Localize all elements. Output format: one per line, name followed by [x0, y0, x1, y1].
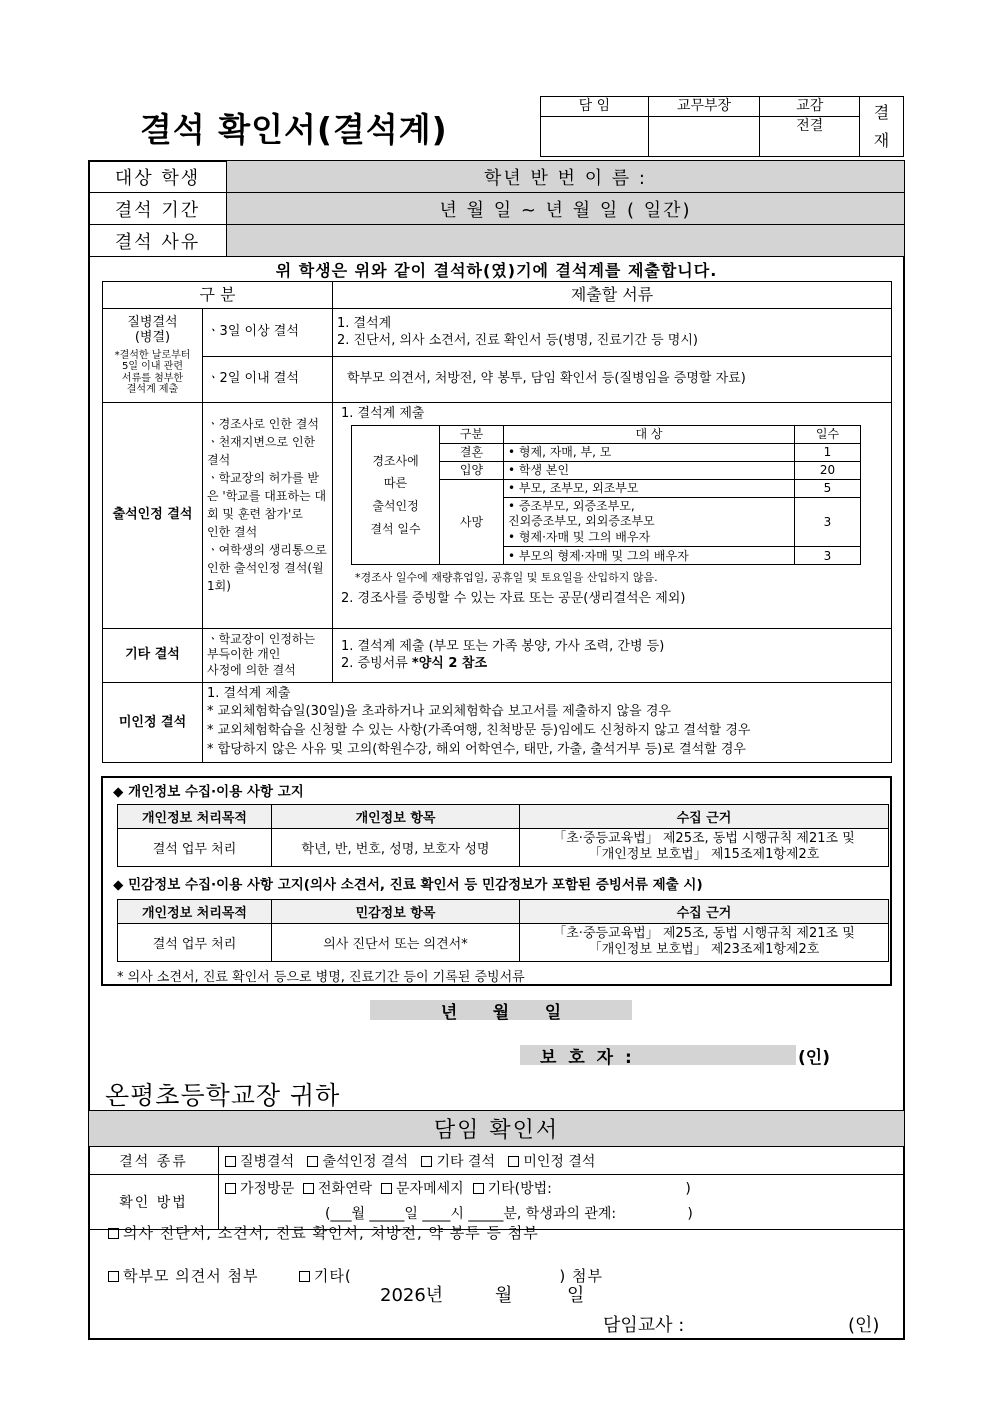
row-days: 5: [795, 480, 861, 498]
approval-affairs-head: 교무부장: [648, 97, 760, 117]
row-days: 1: [795, 444, 861, 462]
attachment-line-1: 의사 진단서, 소견서, 진료 확인서, 처방전, 약 봉투 등 첨부: [108, 1222, 539, 1243]
addressee: 온평초등학교장 귀하: [105, 1081, 341, 1110]
other-category: 기타 결석: [103, 628, 203, 682]
statement: 위 학생은 위와 같이 결석하(였)기에 결석계를 제출합니다.: [275, 261, 718, 280]
teacher-signature-label: 담임교사 :: [603, 1315, 685, 1336]
info-table: [88, 160, 905, 257]
approval-affairs-sign[interactable]: [648, 117, 760, 157]
teacher-seal: (인): [848, 1315, 880, 1336]
teacher-confirmation-table: [88, 1110, 905, 1230]
confirm-month: 월: [495, 1285, 513, 1306]
privacy-th-items: 개인정보 항목: [272, 805, 520, 829]
recognized-category: 출석인정 결석: [103, 402, 203, 628]
attachment-other-checkbox[interactable]: [299, 1271, 310, 1282]
sensitive-purpose: 결석 업무 처리: [118, 923, 272, 961]
reason-value[interactable]: [227, 225, 905, 257]
row-target: • 형제·자매 및 그의 배우자: [504, 529, 795, 547]
privacy-items: 학년, 반, 번호, 성명, 보호자 성명: [272, 829, 520, 867]
approval-homeroom: 담 임: [541, 97, 649, 117]
privacy-notice: [101, 776, 892, 986]
privacy-footnote: * 의사 소견서, 진료 확인서 등으로 병명, 진료기간 등이 기록된 증빙서류: [117, 969, 525, 985]
period-value[interactable]: 년 월 일 ~ 년 월 일 ( 일간): [227, 193, 905, 225]
illness-cond-2: ㆍ2일 이내 결석: [203, 356, 333, 402]
guardian-seal: (인): [798, 1048, 830, 1068]
unrecognized-category: 미인정 결석: [103, 682, 203, 762]
row-days: 20: [795, 462, 861, 480]
method-label: 확인 방법: [89, 1175, 219, 1230]
sensitive-items: 의사 진단서 또는 의견서*: [272, 923, 520, 961]
privacy-table: [117, 804, 889, 867]
other-docs: 1. 결석계 제출 (부모 또는 가족 봉양, 가사 조력, 간병 등) 2. 증빙서류 *양식 2 참조: [333, 628, 892, 682]
recognized-checkbox[interactable]: [307, 1156, 318, 1167]
privacy-heading: ◆ 개인정보 수집·이용 사항 고지: [113, 784, 304, 800]
recognized-conditions: ㆍ경조사로 인한 결석 ㆍ천재지변으로 인한 결석 ㆍ학교장의 허가를 받은 '학교를 대표하는 대회 및 훈련 참가'로 인한 결석 ㆍ여학생의 생리통으로 인한 출석인정 결석(월 1회): [203, 402, 333, 628]
approval-table: [540, 96, 904, 157]
row-target: • 형제, 자매, 부, 모: [504, 444, 795, 462]
period-label: 결석 기간: [89, 193, 227, 225]
privacy-th-purpose: 개인정보 처리목적: [118, 805, 272, 829]
unrecognized-docs: 1. 결석계 제출 * 교외체험학습일(30일)을 초과하거나 교외체험학습 보고서를 제출하지 않을 경우 * 교외체험학습을 신청할 수 있는 사항(가족여행, 친척방문 등)임에도 신청하지 않고 결석할 경우 * 합당하지 않은 사유 및 고의(학원수강, 해외 어학연수, 태만, 가출, 출석거부 등)로 결석할 경우: [203, 682, 892, 762]
recognized-docs: 1. 결석계 제출 경조사에 따른 출석인정 결석 일수 구분 대 상 일수 결혼 • 형제, 자매, 부, 모 1 입양 • 학생 본인 20 사망 • 부모, 조부모, 외조부모 5 • 증조부모, 외증조부모, 진외증조부모, 외외증조부모 3 • 형제·자매 및 그의 배우자 • 부모의 형제·자매 및 그의 배우자 3 *경조사 일수에 재량휴업일, 공휴일 및 토요일을 산입하지 않음. 2. 경조사를 증빙할 수 있는 자료 또는 공문(생리결석은 제외): [333, 402, 892, 628]
contact-time[interactable]: (___월 _____일 ____시 _____분, 학생과의 관계: ): [325, 1206, 693, 1223]
home-visit-checkbox[interactable]: [225, 1183, 236, 1194]
approval-vp-decision: 전결: [760, 117, 860, 157]
row-days: 3: [795, 547, 861, 565]
header-documents: 제출할 서류: [333, 282, 892, 309]
documents-table: [102, 281, 892, 763]
other-conditions: ㆍ학교장이 인정하는 부득이한 개인 사정에 의한 결석: [203, 628, 333, 682]
condolence-note: *경조사 일수에 재량휴업일, 공휴일 및 토요일을 산입하지 않음.: [355, 571, 658, 585]
confirm-year: 2026년: [380, 1285, 444, 1306]
row-type: 입양: [440, 462, 504, 480]
row-target: • 증조부모, 외증조부모, 진외증조부모, 외외증조부모: [504, 498, 795, 529]
illness-docs-1: 1. 결석계 2. 진단서, 의사 소견서, 진료 확인서 등(병명, 진료기간 등 명시): [333, 308, 892, 356]
approval-vice-principal: 교감: [760, 97, 860, 117]
method-options: 가정방문 전화연락 문자메세지 기타(방법: ) (___월 _____일 ____시 _____분, 학생과의 관계: ): [219, 1175, 905, 1230]
condolence-label: 경조사에 따른 출석인정 결석 일수: [352, 426, 440, 565]
other-checkbox[interactable]: [421, 1156, 432, 1167]
sensitive-th-items: 민감정보 항목: [272, 899, 520, 923]
document-title: 결석 확인서(결석계): [140, 110, 448, 149]
row-days: 3: [795, 498, 861, 547]
method-other-checkbox[interactable]: [473, 1183, 484, 1194]
illness-category: 질병결석 (병결) *결석한 날로부터 5일 이내 관련 서류를 첨부한 결석계 제출: [103, 308, 203, 402]
privacy-th-basis: 수집 근거: [520, 805, 889, 829]
attachment-line-2: 학부모 의견서 첨부 기타( ) 첨부: [108, 1247, 603, 1286]
row-type: 결혼: [440, 444, 504, 462]
reason-label: 결석 사유: [89, 225, 227, 257]
phone-checkbox[interactable]: [303, 1183, 314, 1194]
illness-cond-1: ㆍ3일 이상 결석: [203, 308, 333, 356]
privacy-basis: 「초·중등교육법」 제25조, 동법 시행규칙 제21조 및 「개인정보 보호법」 제15조제1항제2호: [520, 829, 889, 867]
parent-opinion-checkbox[interactable]: [108, 1271, 119, 1282]
row-type: 사망: [440, 480, 504, 565]
illness-checkbox[interactable]: [225, 1156, 236, 1167]
condolence-days-table: [351, 425, 861, 565]
absence-type-options: 질병결석 출석인정 결석 기타 결석 미인정 결석: [219, 1147, 905, 1175]
inner-header-days: 일수: [795, 426, 861, 444]
date-text: 년 월 일: [440, 1003, 562, 1023]
approval-homeroom-sign[interactable]: [541, 117, 649, 157]
row-target: • 학생 본인: [504, 462, 795, 480]
row-target: • 부모의 형제·자매 및 그의 배우자: [504, 547, 795, 565]
sensitive-heading: ◆ 민감정보 수집·이용 사항 고지(의사 소견서, 진료 확인서 등 민감정보가 포함된 증빙서류 제출 시): [113, 876, 703, 893]
inner-header-target: 대 상: [504, 426, 795, 444]
confirm-day: 일: [567, 1285, 585, 1306]
illness-docs-2: 학부모 의견서, 처방전, 약 봉투, 담임 확인서 등(질병임을 증명할 자료): [333, 356, 892, 402]
privacy-purpose: 결석 업무 처리: [118, 829, 272, 867]
student-value[interactable]: 학년 반 번 이 름 :: [227, 161, 905, 193]
absence-type-label: 결석 종류: [89, 1147, 219, 1175]
sensitive-th-purpose: 개인정보 처리목적: [118, 899, 272, 923]
approval-sign-label: 결 재: [860, 97, 904, 157]
student-label: 대상 학생: [89, 161, 227, 193]
inner-header-type: 구분: [440, 426, 504, 444]
header-category: 구 분: [103, 282, 333, 309]
guardian-label: 보 호 자 :: [540, 1048, 635, 1068]
medical-docs-checkbox[interactable]: [108, 1228, 119, 1239]
teacher-confirmation-title: 담임 확인서: [89, 1111, 905, 1147]
sensitive-basis: 「초·중등교육법」 제25조, 동법 시행규칙 제21조 및 「개인정보 보호법」 제23조제1항제2호: [520, 923, 889, 961]
text-message-checkbox[interactable]: [381, 1183, 392, 1194]
sensitive-th-basis: 수집 근거: [520, 899, 889, 923]
unrecognized-checkbox[interactable]: [508, 1156, 519, 1167]
row-target: • 부모, 조부모, 외조부모: [504, 480, 795, 498]
sensitive-table: [117, 899, 889, 962]
